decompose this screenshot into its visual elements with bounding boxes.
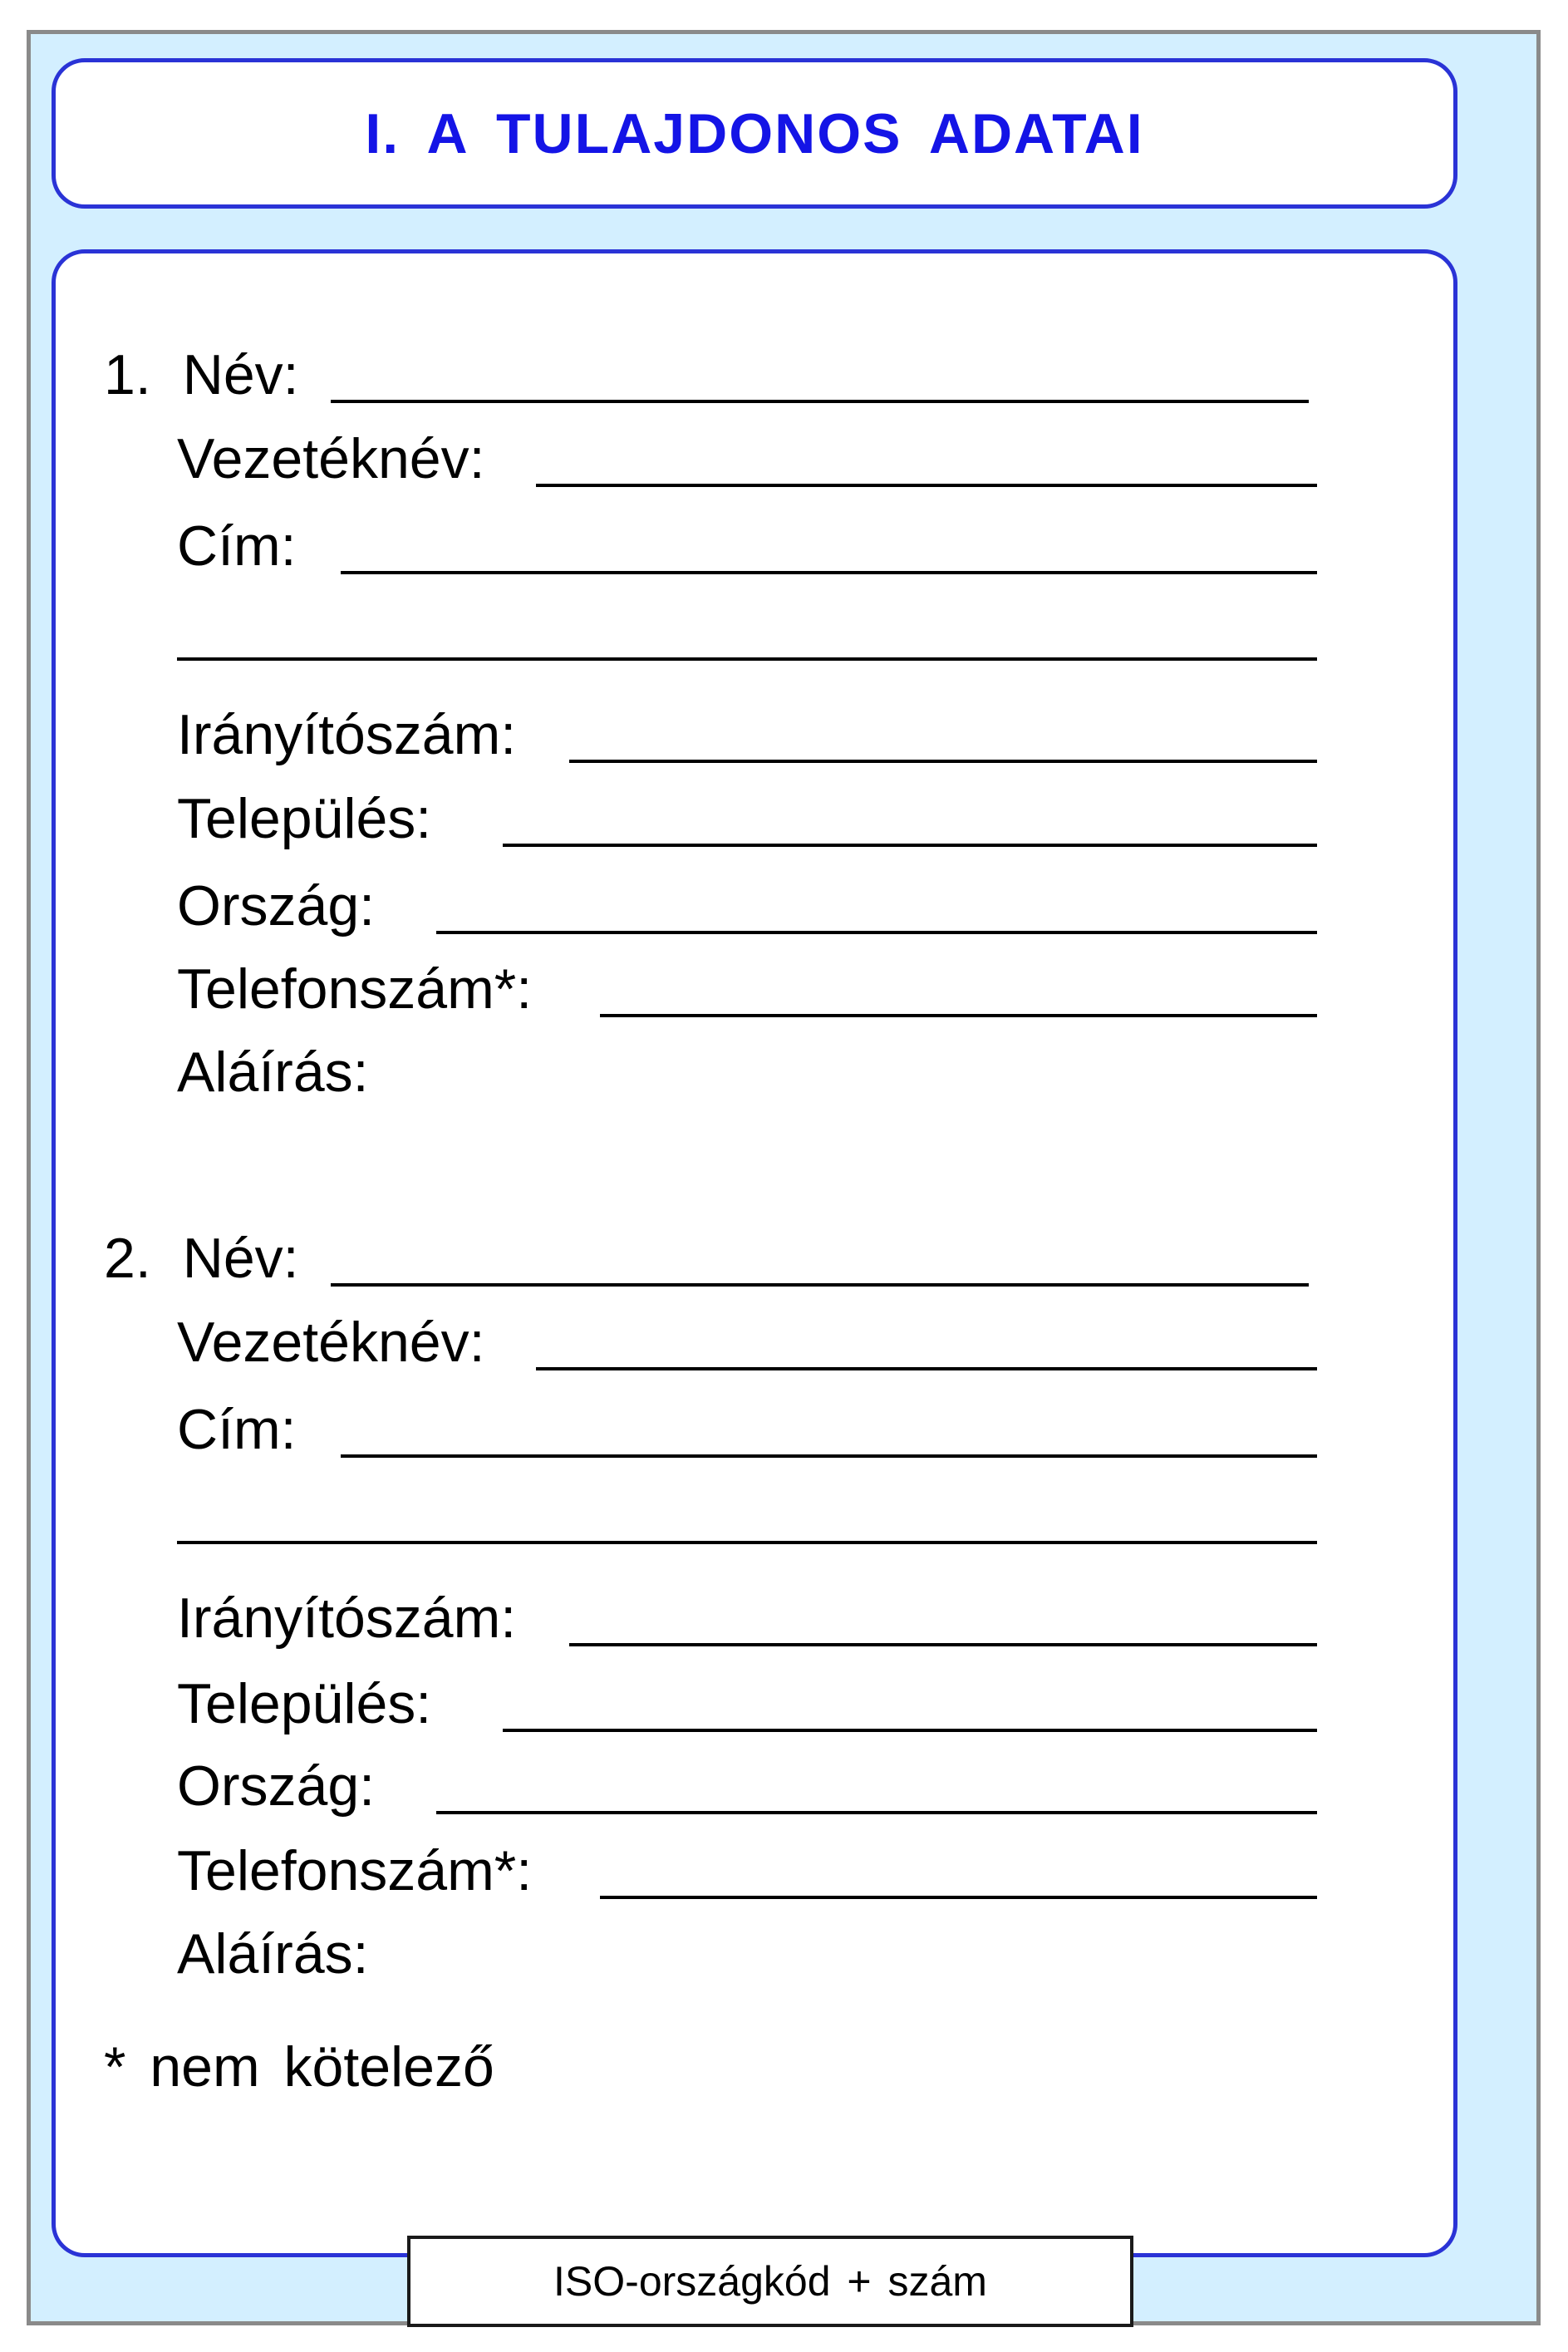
surname-label: Vezetéknév: <box>177 1311 485 1374</box>
address-line-2-row <box>177 594 1317 661</box>
name-field[interactable] <box>331 1283 1309 1287</box>
phone-field[interactable] <box>600 1014 1317 1017</box>
city-field[interactable] <box>503 1729 1317 1732</box>
phone-label: Telefonszám*: <box>177 957 533 1021</box>
address-field-line-2[interactable] <box>177 657 1317 661</box>
postcode-field[interactable] <box>569 1643 1317 1646</box>
name-field[interactable] <box>331 400 1309 403</box>
city-row <box>177 780 1317 850</box>
surname-row <box>177 1304 1317 1374</box>
postcode-field[interactable] <box>569 760 1317 763</box>
name-row <box>104 337 1317 406</box>
postcode-row <box>177 696 1317 766</box>
country-label: Ország: <box>177 1754 376 1818</box>
iso-country-code-box <box>407 2236 1133 2327</box>
title-box <box>52 58 1457 209</box>
page-title: I. A TULAJDONOS ADATAI <box>365 101 1144 165</box>
address-label: Cím: <box>177 1398 297 1461</box>
address-row <box>177 1391 1317 1461</box>
country-row <box>177 1748 1317 1818</box>
name-label: Név: <box>182 1227 299 1290</box>
owner-number: 1. <box>104 343 151 406</box>
owner-number: 2. <box>104 1227 151 1290</box>
country-field[interactable] <box>436 1811 1317 1814</box>
address-row <box>177 508 1317 578</box>
postcode-label: Irányítószám: <box>177 1587 517 1650</box>
postcode-row <box>177 1580 1317 1650</box>
surname-field[interactable] <box>536 1367 1317 1370</box>
surname-field[interactable] <box>536 484 1317 487</box>
address-field[interactable] <box>341 571 1317 574</box>
city-field[interactable] <box>503 844 1317 847</box>
name-label: Név: <box>182 343 299 406</box>
surname-row <box>177 421 1317 490</box>
surname-label: Vezetéknév: <box>177 427 485 490</box>
name-row <box>104 1220 1317 1290</box>
address-label: Cím: <box>177 514 297 578</box>
optional-footnote: * nem kötelező <box>104 2035 494 2099</box>
country-label: Ország: <box>177 874 376 937</box>
phone-row <box>177 951 1317 1021</box>
address-field-line-2[interactable] <box>177 1541 1317 1544</box>
signature-label: Aláírás: <box>177 1922 369 1985</box>
iso-country-code-label: ISO-országkód + szám <box>553 2258 987 2305</box>
phone-row <box>177 1833 1317 1902</box>
city-label: Település: <box>177 1672 432 1735</box>
postcode-label: Irányítószám: <box>177 703 517 766</box>
signature-row <box>177 1916 1317 1985</box>
signature-label: Aláírás: <box>177 1041 369 1104</box>
city-row <box>177 1666 1317 1735</box>
city-label: Település: <box>177 787 432 850</box>
address-line-2-row <box>177 1478 1317 1544</box>
phone-label: Telefonszám*: <box>177 1839 533 1902</box>
country-row <box>177 868 1317 937</box>
phone-field[interactable] <box>600 1896 1317 1899</box>
country-field[interactable] <box>436 931 1317 934</box>
signature-row <box>177 1034 1317 1104</box>
address-field[interactable] <box>341 1454 1317 1458</box>
